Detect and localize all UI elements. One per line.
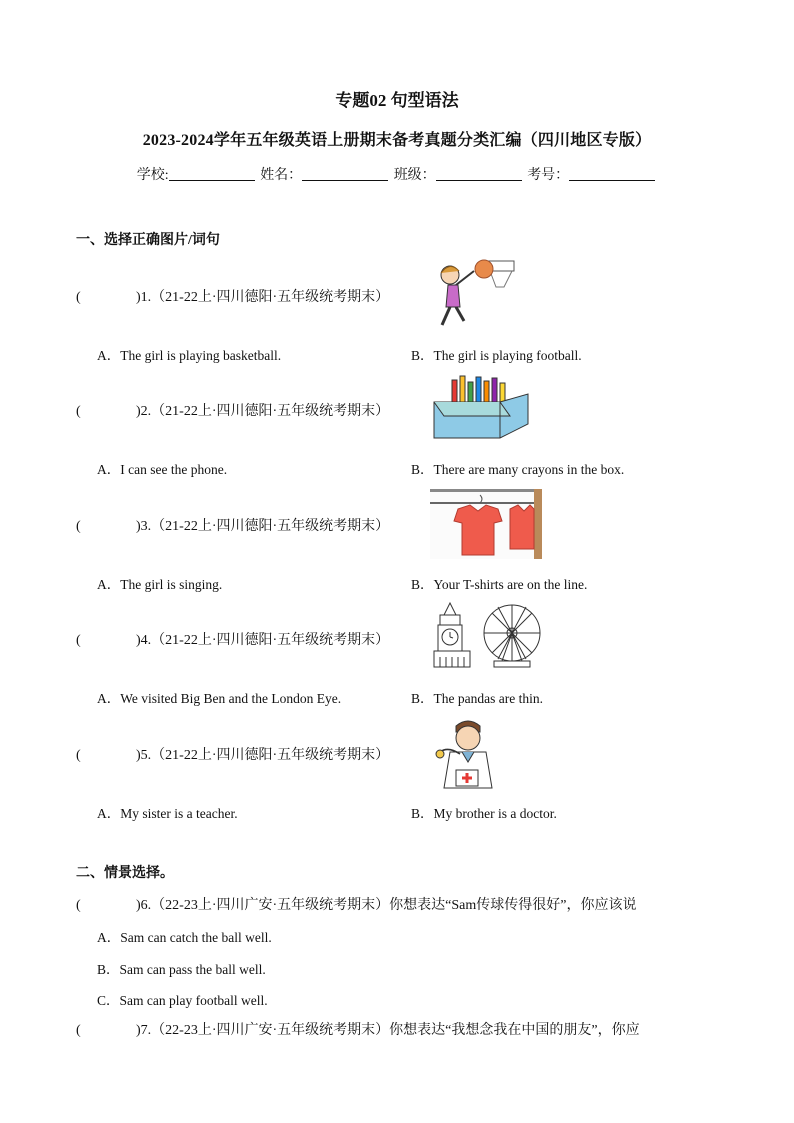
q6-option-a[interactable]: A．Sam can catch the ball well. [97, 930, 272, 945]
q5-option-b[interactable]: B．My brother is a doctor. [411, 806, 557, 821]
q1-option-a[interactable]: A．The girl is playing basketball. [97, 348, 282, 363]
q3-option-b[interactable]: B．Your T-shirts are on the line. [411, 577, 588, 592]
q6-option-b[interactable]: B．Sam can pass the ball well. [97, 962, 266, 977]
name-blank[interactable] [302, 166, 388, 181]
question-label: )6.（22-23上·四川广安·五年级统考期末）你想表达“Sam传球传得很好”，你应该说 [136, 898, 637, 913]
q1-option-b[interactable]: B．The girl is playing football. [411, 348, 582, 363]
page-subtitle: 2023-2024学年五年级英语上册期末备考真题分类汇编（四川地区专版） [142, 132, 652, 149]
doctor-image [430, 716, 502, 790]
q2-option-b[interactable]: B．There are many crayons in the box. [411, 462, 625, 477]
question-6 [76, 894, 636, 914]
page-title: 专题02 句型语法 [335, 91, 459, 110]
answer-paren[interactable]: ( [76, 404, 81, 419]
girl-basketball-image [428, 255, 520, 333]
question-label: )1.（21-22上·四川德阳·五年级统考期末） [136, 290, 390, 305]
answer-paren[interactable]: ( [76, 1023, 81, 1038]
name-label: 姓名： [260, 168, 303, 183]
answer-paren[interactable]: ( [76, 519, 81, 534]
class-blank[interactable] [436, 166, 522, 181]
exam-number-label: 考号： [527, 168, 570, 183]
school-label: 学校: [136, 168, 169, 183]
question-5 [76, 744, 389, 764]
q3-option-a[interactable]: A．The girl is singing. [97, 577, 223, 592]
answer-paren[interactable]: ( [76, 898, 81, 913]
answer-paren[interactable]: ( [76, 290, 81, 305]
q2-option-a[interactable]: A．I can see the phone. [97, 462, 228, 477]
question-2 [76, 400, 389, 420]
answer-paren[interactable]: ( [76, 748, 81, 763]
student-info-row [0, 164, 794, 184]
question-label: )7.（22-23上·四川广安·五年级统考期末）你想表达“我想念我在中国的朋友”，你应 [136, 1023, 640, 1038]
section1-heading: 一、选择正确图片/词句 [76, 233, 220, 248]
school-blank[interactable] [169, 166, 255, 181]
crayon-box-image [430, 372, 532, 448]
q5-option-a[interactable]: A．My sister is a teacher. [97, 806, 238, 821]
question-7 [76, 1019, 640, 1039]
class-label: 班级： [393, 168, 436, 183]
question-1 [76, 286, 389, 306]
question-label: )5.（21-22上·四川德阳·五年级统考期末） [136, 748, 390, 763]
answer-paren[interactable]: ( [76, 633, 81, 648]
question-label: )4.（21-22上·四川德阳·五年级统考期末） [136, 633, 390, 648]
q6-option-c[interactable]: C．Sam can play football well. [97, 993, 268, 1008]
question-label: )2.（21-22上·四川德阳·五年级统考期末） [136, 404, 390, 419]
section2-heading: 二、情景选择。 [76, 866, 174, 881]
q4-option-b[interactable]: B．The pandas are thin. [411, 691, 543, 706]
question-label: )3.（21-22上·四川德阳·五年级统考期末） [136, 519, 390, 534]
tshirts-line-image [430, 489, 542, 559]
exam-number-blank[interactable] [569, 166, 655, 181]
big-ben-london-eye-image [432, 601, 550, 673]
q4-option-a[interactable]: A．We visited Big Ben and the London Eye. [97, 691, 342, 706]
question-3 [76, 515, 389, 535]
question-4 [76, 629, 389, 649]
